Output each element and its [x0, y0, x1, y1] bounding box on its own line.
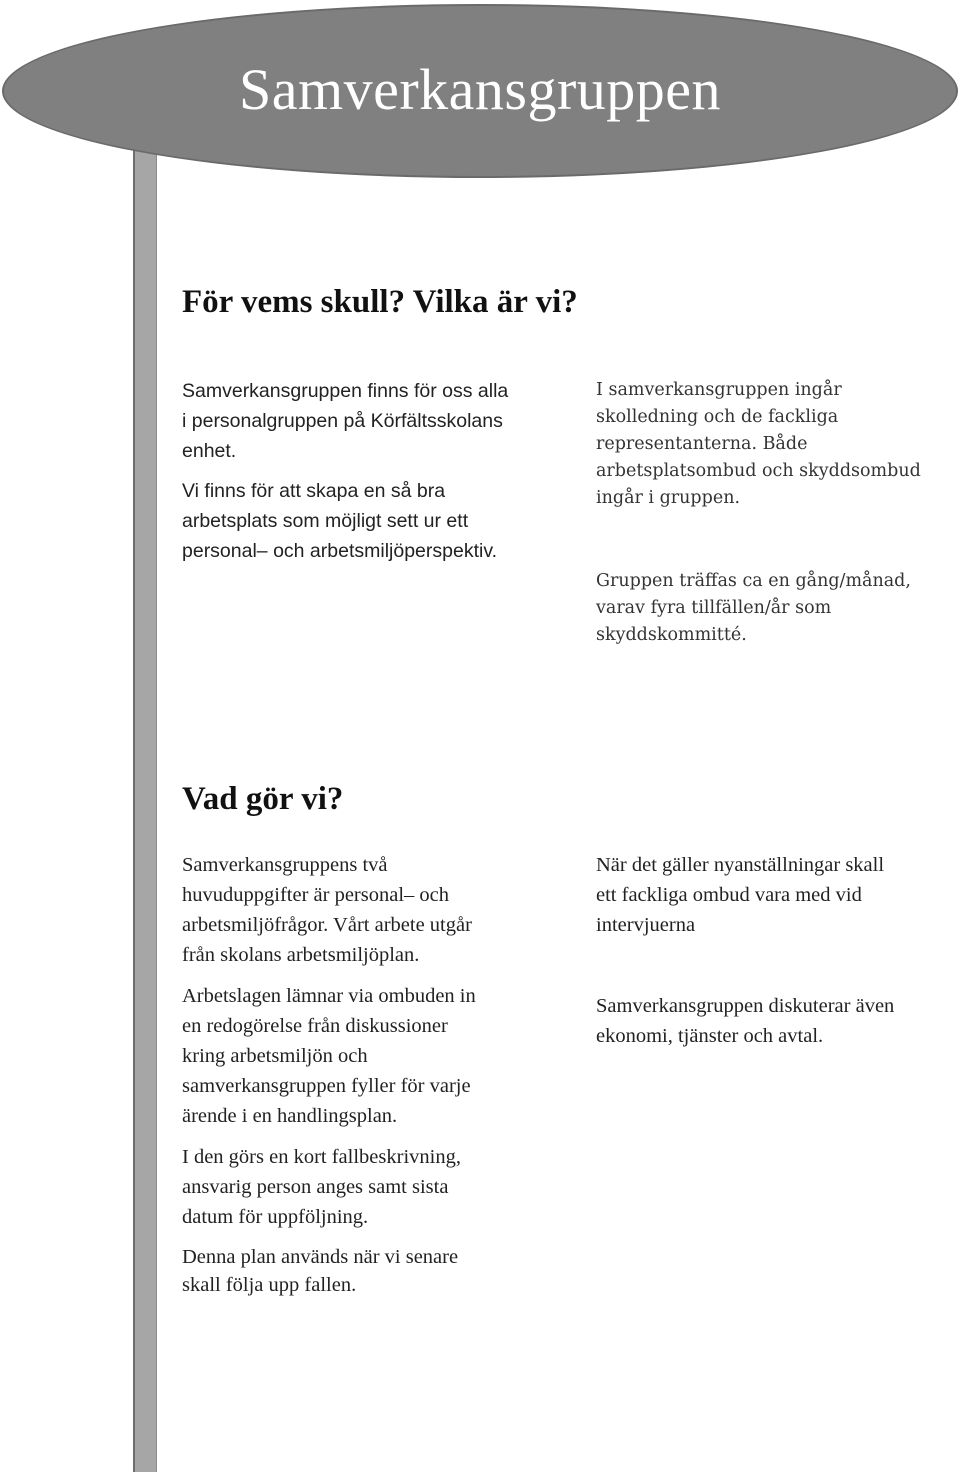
- paragraph-meetings: Gruppen träffas ca en gång/månad, varav fyra tillfällen/år som skyddskommitté.: [596, 571, 911, 645]
- paragraph-case: I den görs en kort fallbeskrivning, ansvarig person anges samt sista datum för uppföljning.: [182, 1146, 461, 1228]
- page-title: Samverkansgruppen: [238, 57, 722, 122]
- paragraph-who-2: Vi finns för att skapa en så bra arbetsplats som möjligt sett ur ett personal– och arbetsmiljöperspektiv.: [182, 480, 498, 562]
- decorative-pole: [133, 150, 157, 1472]
- paragraph-followup: Denna plan används när vi senare skall följa upp fallen.: [182, 1246, 459, 1296]
- section-heading-who: För vems skull? Vilka är vi?: [182, 284, 578, 320]
- paragraph-members: I samverkansgruppen ingår skolledning och de fackliga representanterna. Både arbetsplatsombud och skyddsombud ingår i gruppen.: [596, 380, 921, 508]
- paragraph-reports: Arbetslagen lämnar via ombuden in en redogörelse från diskussioner kring arbetsmiljön och samverkansgruppen fyller för varje ärende i en handlingsplan.: [182, 985, 476, 1127]
- paragraph-economy: Samverkansgruppen diskuterar även ekonomi, tjänster och avtal.: [596, 995, 895, 1047]
- paragraph-hiring: När det gäller nyanställningar skall ett fackliga ombud vara med vid intervjuerna: [596, 854, 885, 936]
- paragraph-tasks: Samverkansgruppens två huvuduppgifter är personal– och arbetsmiljöfrågor. Vårt arbete utgår från skolans arbetsmiljöplan.: [182, 854, 472, 966]
- paragraph-who-1: Samverkansgruppen finns för oss alla i personalgruppen på Körfältsskolans enhet.: [182, 380, 509, 462]
- section-heading-what: Vad gör vi?: [182, 781, 344, 817]
